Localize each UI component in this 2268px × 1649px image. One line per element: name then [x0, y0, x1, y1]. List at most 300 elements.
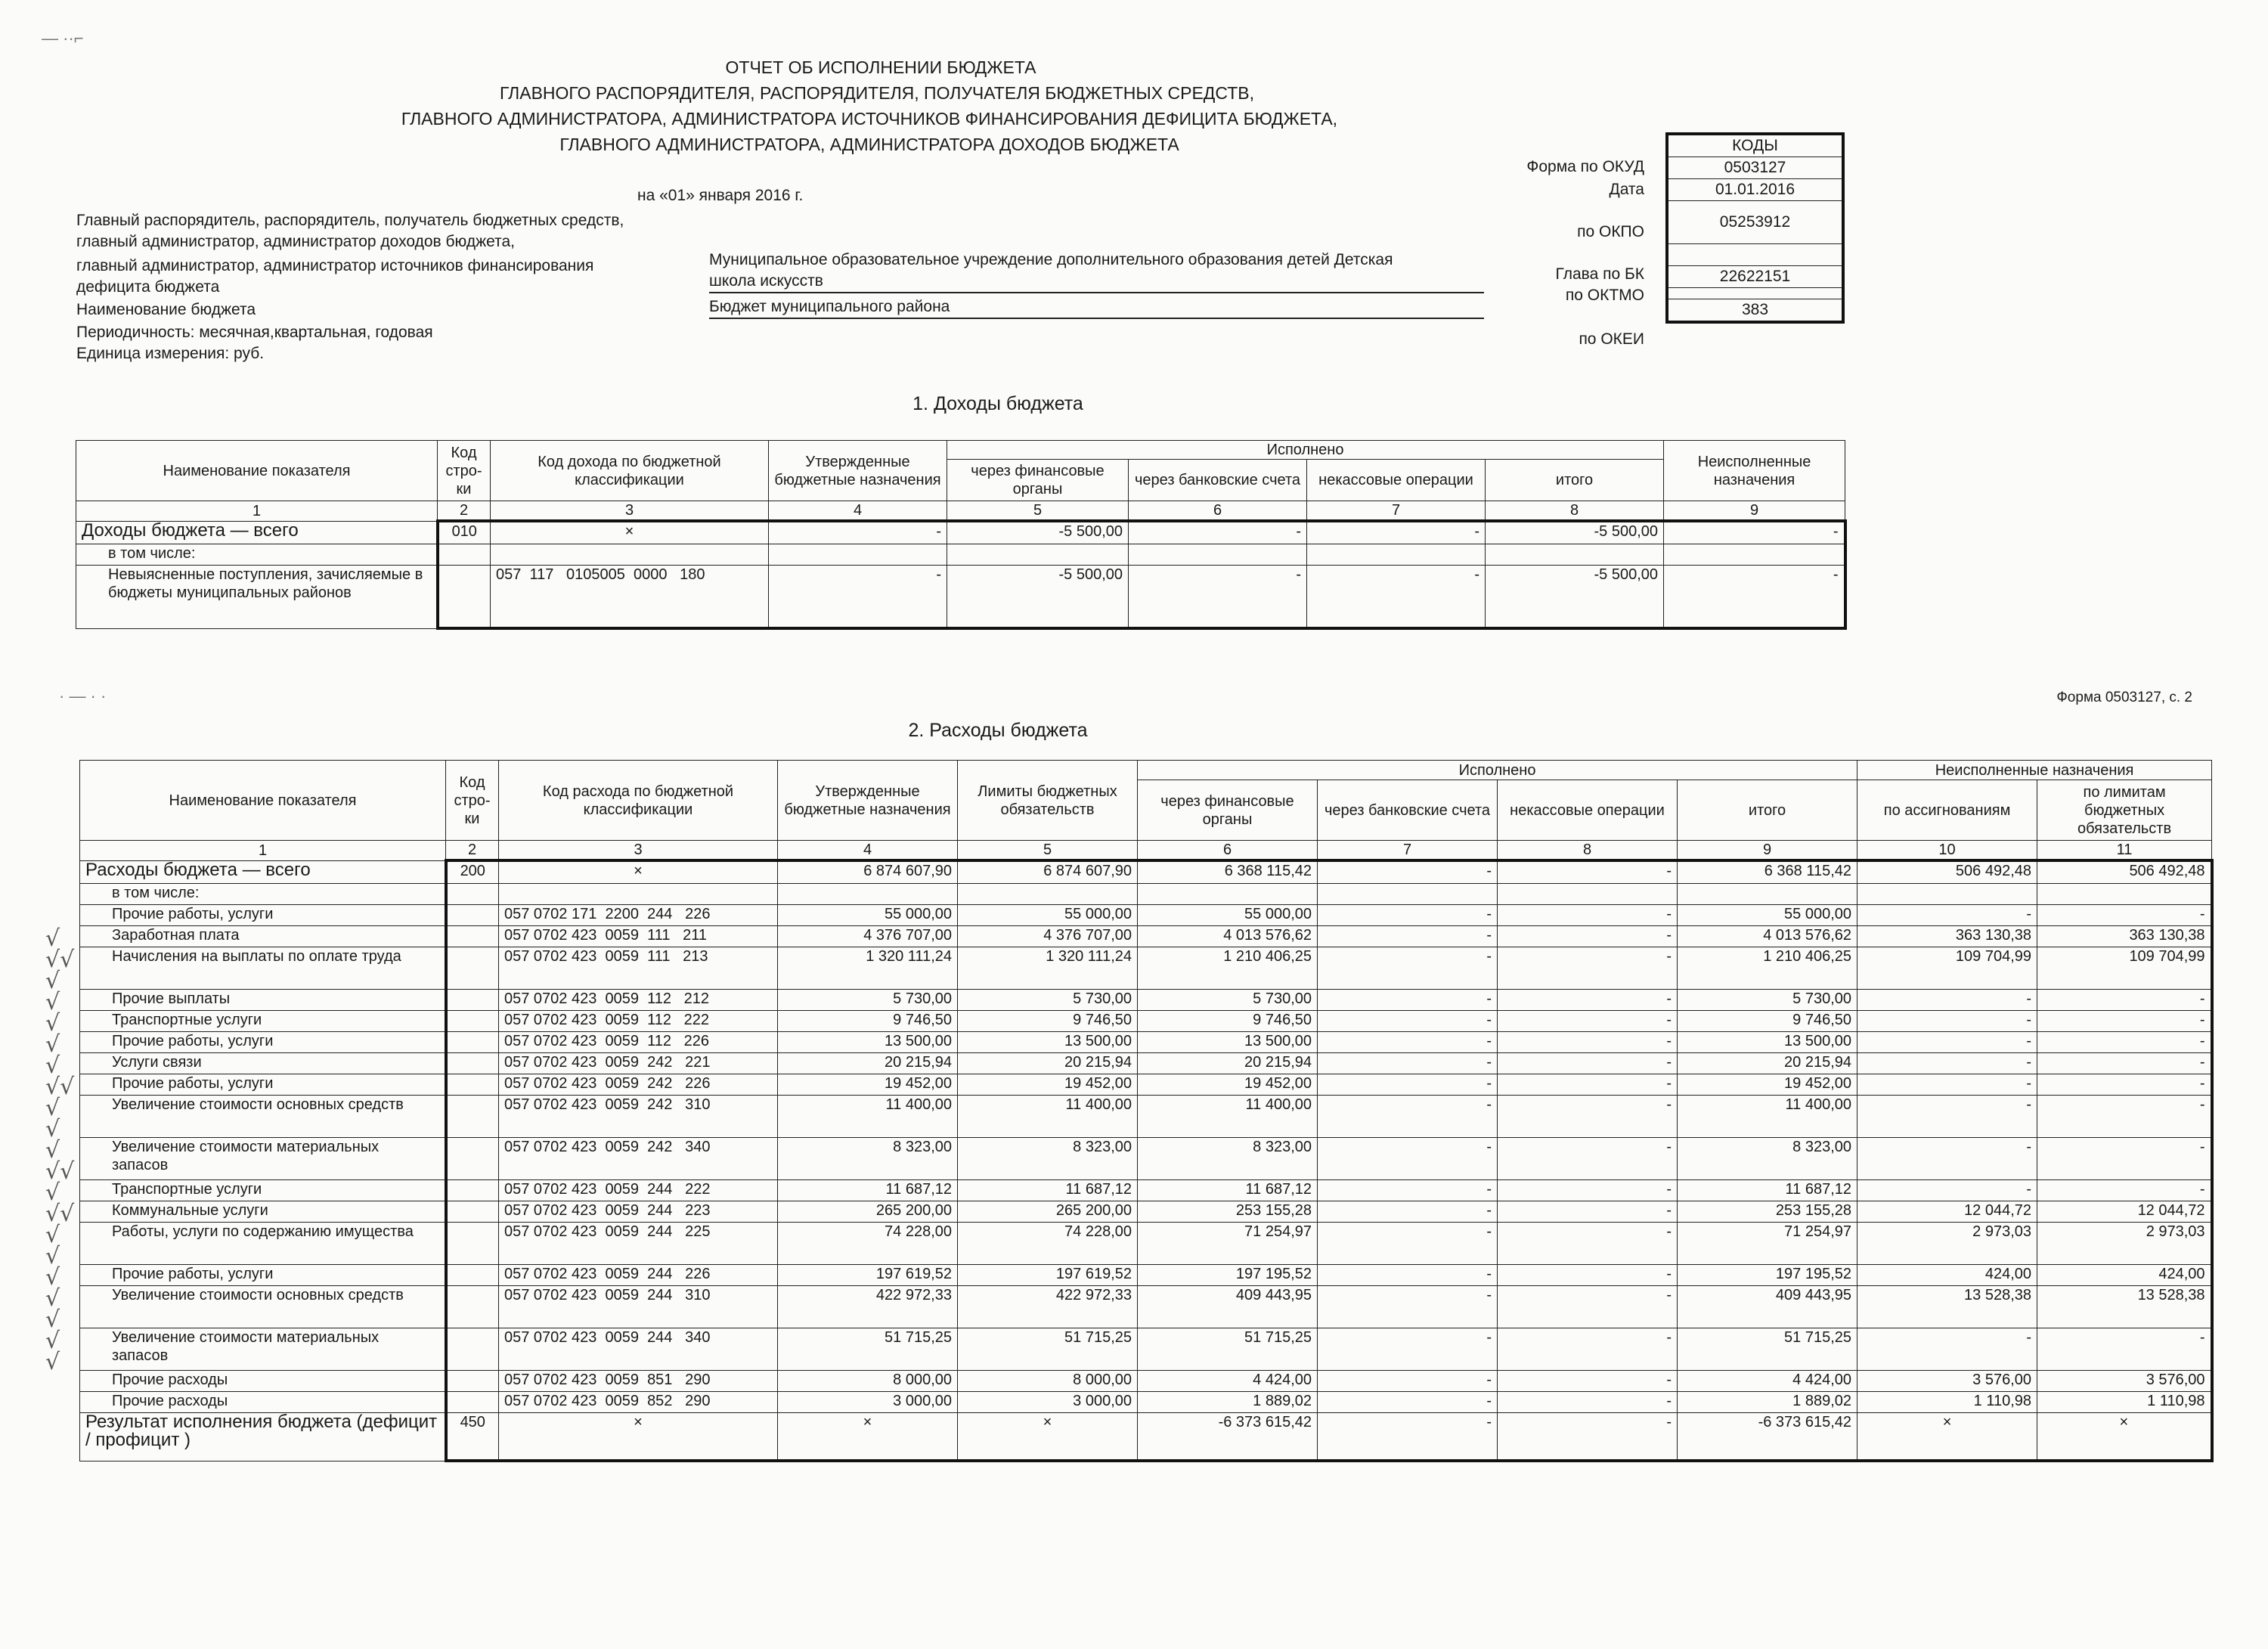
- row-total: 11 687,12: [1678, 1179, 1857, 1201]
- table-row: [80, 1370, 2212, 1391]
- row-bank: -: [1318, 1328, 1498, 1370]
- row-unexec-assign: -: [1857, 1328, 2037, 1370]
- col-class-code: Код расхода по бюджетной классификации: [499, 761, 778, 841]
- row-noncash: -: [1498, 1179, 1678, 1201]
- col-total: итого: [1486, 460, 1664, 501]
- row-bank: -: [1318, 925, 1498, 947]
- row-unexec-assign: 2 973,03: [1857, 1222, 2037, 1264]
- row-approved: 265 200,00: [778, 1201, 958, 1222]
- row-total: -5 500,00: [1486, 521, 1664, 544]
- col-unexec: Неисполненные назначения: [1664, 441, 1845, 501]
- row-fin: 11 400,00: [1138, 1095, 1318, 1137]
- row-fin: 4 013 576,62: [1138, 925, 1318, 947]
- code-label: по ОКТМО: [1565, 287, 1644, 304]
- row-limits: [958, 883, 1138, 904]
- row-code: [446, 1031, 499, 1052]
- row-class: ×: [499, 1412, 778, 1461]
- row-code: [446, 1391, 499, 1412]
- row-bank: -: [1318, 904, 1498, 925]
- table-row: [80, 1328, 2212, 1370]
- row-fin: 55 000,00: [1138, 904, 1318, 925]
- meta-label: главный администратор, администратор источников финансирования: [76, 257, 594, 274]
- row-bank: -: [1318, 1222, 1498, 1264]
- code-oktmo: 22622151: [1667, 266, 1843, 288]
- row-unexec-assign: 424,00: [1857, 1264, 2037, 1285]
- row-approved: 4 376 707,00: [778, 925, 958, 947]
- row-code: [438, 544, 491, 565]
- row-name: Начисления на выплаты по оплате труда: [80, 947, 446, 989]
- report-title: [0, 54, 1739, 157]
- row-noncash: -: [1498, 1370, 1678, 1391]
- col-by-limits: по лимитам бюджетных обязательств: [2037, 780, 2212, 841]
- table-row: [80, 1031, 2212, 1052]
- row-bank: -: [1318, 1095, 1498, 1137]
- row-name: Доходы бюджета — всего: [76, 521, 438, 544]
- row-name: Коммунальные услуги: [80, 1201, 446, 1222]
- row-approved: 3 000,00: [778, 1391, 958, 1412]
- row-class: 057 0702 423 0059 112 222: [499, 1010, 778, 1031]
- col-number: 3: [491, 501, 769, 522]
- row-class: 057 0702 423 0059 242 226: [499, 1074, 778, 1095]
- row-noncash: -: [1498, 1031, 1678, 1052]
- row-unexec-limits: 109 704,99: [2037, 947, 2212, 989]
- col-noncash: некассовые операции: [1498, 780, 1678, 841]
- row-code: [446, 1095, 499, 1137]
- row-total: 253 155,28: [1678, 1201, 1857, 1222]
- row-class: 057 0702 423 0059 244 223: [499, 1201, 778, 1222]
- row-class: 057 0702 423 0059 111 211: [499, 925, 778, 947]
- row-total: [1678, 883, 1857, 904]
- row-code: [446, 1201, 499, 1222]
- row-fin: 19 452,00: [1138, 1074, 1318, 1095]
- row-fin: 51 715,25: [1138, 1328, 1318, 1370]
- row-name: Увеличение стоимости материальных запасов: [80, 1137, 446, 1179]
- code-label: Глава по БК: [1555, 265, 1644, 283]
- row-unexec-assign: 12 044,72: [1857, 1201, 2037, 1222]
- row-code: [446, 1010, 499, 1031]
- col-number: 2: [438, 501, 491, 522]
- row-unexec-limits: -: [2037, 904, 2212, 925]
- row-class: 057 0702 171 2200 244 226: [499, 904, 778, 925]
- row-approved: 11 687,12: [778, 1179, 958, 1201]
- expense-section-title: 2. Расходы бюджета: [908, 720, 1088, 741]
- row-total: 1 210 406,25: [1678, 947, 1857, 989]
- row-unexec-limits: 2 973,03: [2037, 1222, 2212, 1264]
- row-fin: 20 215,94: [1138, 1052, 1318, 1074]
- row-limits: 55 000,00: [958, 904, 1138, 925]
- table-row: [80, 1222, 2212, 1264]
- table-row: [80, 947, 2212, 989]
- row-total: 5 730,00: [1678, 989, 1857, 1010]
- row-name: Транспортные услуги: [80, 1010, 446, 1031]
- row-unexec: -: [1664, 521, 1845, 544]
- row-unexec-assign: -: [1857, 1137, 2037, 1179]
- form-note: Форма 0503127, с. 2: [2056, 690, 2192, 705]
- title-line: ГЛАВНОГО РАСПОРЯДИТЕЛЯ, РАСПОРЯДИТЕЛЯ, ПОЛУЧАТЕЛЯ БЮДЖЕТНЫХ СРЕДСТВ,: [499, 83, 1255, 103]
- row-class: 057 0702 423 0059 851 290: [499, 1370, 778, 1391]
- row-approved: 55 000,00: [778, 904, 958, 925]
- col-code: Код стро- ки: [438, 441, 491, 501]
- col-number: 8: [1498, 841, 1678, 861]
- col-number: 2: [446, 841, 499, 861]
- row-unexec-limits: -: [2037, 1179, 2212, 1201]
- row-unexec-assign: -: [1857, 1179, 2037, 1201]
- row-approved: 74 228,00: [778, 1222, 958, 1264]
- row-fin: -5 500,00: [947, 565, 1129, 628]
- row-class: 057 0702 423 0059 244 226: [499, 1264, 778, 1285]
- row-noncash: -: [1307, 565, 1486, 628]
- row-name: Результат исполнения бюджета (дефицит / профицит ): [80, 1412, 446, 1461]
- row-bank: [1318, 883, 1498, 904]
- row-class: 057 0702 423 0059 242 340: [499, 1137, 778, 1179]
- col-unexec: Неисполненные назначения: [1857, 761, 2212, 780]
- row-class: 057 117 0105005 0000 180: [491, 565, 769, 628]
- col-number: 10: [1857, 841, 2037, 861]
- row-noncash: [1307, 544, 1486, 565]
- title-line: ГЛАВНОГО АДМИНИСТРАТОРА, АДМИНИСТРАТОРА ИСТОЧНИКОВ ФИНАНСИРОВАНИЯ ДЕФИЦИТА БЮДЖЕТА,: [401, 109, 1338, 129]
- row-code: [446, 883, 499, 904]
- row-code: [446, 1370, 499, 1391]
- row-total: 409 443,95: [1678, 1285, 1857, 1328]
- row-unexec-limits: -: [2037, 1074, 2212, 1095]
- col-bank: через банковские счета: [1318, 780, 1498, 841]
- col-class-code: Код дохода по бюджетной классификации: [491, 441, 769, 501]
- table-row: [76, 565, 1845, 628]
- row-name: Невыясненные поступления, зачисляемые в бюджеты муниципальных районов: [76, 565, 438, 628]
- row-fin: 4 424,00: [1138, 1370, 1318, 1391]
- row-total: 19 452,00: [1678, 1074, 1857, 1095]
- row-noncash: -: [1498, 1095, 1678, 1137]
- row-total: 8 323,00: [1678, 1137, 1857, 1179]
- row-name: Прочие работы, услуги: [80, 1031, 446, 1052]
- row-unexec-limits: [2037, 883, 2212, 904]
- row-limits: 265 200,00: [958, 1201, 1138, 1222]
- row-limits: 20 215,94: [958, 1052, 1138, 1074]
- row-bank: -: [1318, 1370, 1498, 1391]
- row-code: [446, 1074, 499, 1095]
- code-okei: 383: [1667, 299, 1843, 323]
- row-name: Транспортные услуги: [80, 1179, 446, 1201]
- meta-label: Единица измерения: руб.: [76, 345, 265, 362]
- table-row: [80, 1179, 2212, 1201]
- row-limits: 197 619,52: [958, 1264, 1138, 1285]
- row-noncash: -: [1498, 1412, 1678, 1461]
- code-label: Дата: [1609, 181, 1644, 198]
- table-row: [80, 989, 2212, 1010]
- row-limits: 9 746,50: [958, 1010, 1138, 1031]
- row-class: 057 0702 423 0059 242 221: [499, 1052, 778, 1074]
- row-unexec-limits: -: [2037, 1052, 2212, 1074]
- institution-line: школа искусств: [709, 271, 1484, 293]
- col-code: Код стро- ки: [446, 761, 499, 841]
- expense-table: [79, 760, 2214, 1462]
- row-total: 11 400,00: [1678, 1095, 1857, 1137]
- row-noncash: -: [1498, 904, 1678, 925]
- col-noncash: некассовые операции: [1307, 460, 1486, 501]
- row-unexec: [1664, 544, 1845, 565]
- row-code: [446, 1328, 499, 1370]
- row-name: Прочие расходы: [80, 1370, 446, 1391]
- code-okud: 0503127: [1667, 157, 1843, 179]
- col-number: 4: [778, 841, 958, 861]
- row-class: 057 0702 423 0059 242 310: [499, 1095, 778, 1137]
- col-number: 4: [769, 501, 947, 522]
- row-approved: 422 972,33: [778, 1285, 958, 1328]
- row-noncash: [1498, 883, 1678, 904]
- col-total: итого: [1678, 780, 1857, 841]
- row-unexec-limits: -: [2037, 1031, 2212, 1052]
- row-bank: -: [1318, 1179, 1498, 1201]
- row-noncash: -: [1307, 521, 1486, 544]
- row-bank: -: [1318, 1264, 1498, 1285]
- row-fin: 5 730,00: [1138, 989, 1318, 1010]
- row-code: [446, 1285, 499, 1328]
- row-limits: 8 000,00: [958, 1370, 1138, 1391]
- row-fin: 409 443,95: [1138, 1285, 1318, 1328]
- row-limits: ×: [958, 1412, 1138, 1461]
- table-row: [80, 1264, 2212, 1285]
- row-fin: 13 500,00: [1138, 1031, 1318, 1052]
- table-row: [80, 1391, 2212, 1412]
- row-unexec-limits: 13 528,38: [2037, 1285, 2212, 1328]
- row-limits: 3 000,00: [958, 1391, 1138, 1412]
- row-approved: [769, 544, 947, 565]
- row-fin: 71 254,97: [1138, 1222, 1318, 1264]
- table-row: [80, 883, 2212, 904]
- check-mark-icon: √ √√ √ √ √ √ √ √√ √ √ √ √√ √ √√ √ √ √ √ √ √ √: [45, 925, 75, 1375]
- row-class: 057 0702 423 0059 112 226: [499, 1031, 778, 1052]
- row-noncash: -: [1498, 1328, 1678, 1370]
- title-line: ГЛАВНОГО АДМИНИСТРАТОРА, АДМИНИСТРАТОРА ДОХОДОВ БЮДЖЕТА: [559, 135, 1179, 154]
- col-number: 8: [1486, 501, 1664, 522]
- row-unexec-assign: 363 130,38: [1857, 925, 2037, 947]
- row-fin: 1 889,02: [1138, 1391, 1318, 1412]
- row-approved: -: [769, 521, 947, 544]
- row-name: Услуги связи: [80, 1052, 446, 1074]
- row-code: [446, 1179, 499, 1201]
- row-class: [491, 544, 769, 565]
- row-approved: 20 215,94: [778, 1052, 958, 1074]
- row-unexec-assign: -: [1857, 989, 2037, 1010]
- scan-mark: — ··⌐: [42, 29, 84, 48]
- budget-name: Бюджет муниципального района: [709, 296, 1484, 319]
- row-code: [446, 1264, 499, 1285]
- table-row: [76, 544, 1845, 565]
- row-name: Работы, услуги по содержанию имущества: [80, 1222, 446, 1264]
- table-row: [80, 904, 2212, 925]
- col-number: 6: [1138, 841, 1318, 861]
- row-limits: 51 715,25: [958, 1328, 1138, 1370]
- meta-labels: [76, 210, 711, 364]
- meta-label: Главный распорядитель, распорядитель, получатель бюджетных средств,: [76, 212, 624, 229]
- row-limits: 11 400,00: [958, 1095, 1138, 1137]
- row-total: [1486, 544, 1664, 565]
- row-unexec-limits: 424,00: [2037, 1264, 2212, 1285]
- row-noncash: -: [1498, 925, 1678, 947]
- col-number: 9: [1664, 501, 1845, 522]
- row-unexec-limits: 12 044,72: [2037, 1201, 2212, 1222]
- row-bank: -: [1318, 989, 1498, 1010]
- row-name: в том числе:: [80, 883, 446, 904]
- col-number: 3: [499, 841, 778, 861]
- row-unexec-limits: 1 110,98: [2037, 1391, 2212, 1412]
- row-code: [446, 904, 499, 925]
- row-name: Прочие работы, услуги: [80, 1264, 446, 1285]
- row-fin: 6 368 115,42: [1138, 860, 1318, 883]
- row-bank: -: [1318, 1285, 1498, 1328]
- row-noncash: -: [1498, 1222, 1678, 1264]
- row-fin: -5 500,00: [947, 521, 1129, 544]
- table-row: [80, 1010, 2212, 1031]
- code-label: по ОКПО: [1577, 223, 1644, 240]
- row-noncash: -: [1498, 947, 1678, 989]
- row-total: 13 500,00: [1678, 1031, 1857, 1052]
- row-bank: -: [1318, 860, 1498, 883]
- row-limits: 74 228,00: [958, 1222, 1138, 1264]
- row-unexec-assign: 109 704,99: [1857, 947, 2037, 989]
- col-number: 7: [1307, 501, 1486, 522]
- row-total: 4 424,00: [1678, 1370, 1857, 1391]
- col-fin: через финансовые органы: [947, 460, 1129, 501]
- row-noncash: -: [1498, 1264, 1678, 1285]
- row-unexec-assign: 3 576,00: [1857, 1370, 2037, 1391]
- row-fin: [1138, 883, 1318, 904]
- col-number: 5: [958, 841, 1138, 861]
- row-limits: 422 972,33: [958, 1285, 1138, 1328]
- table-row: [80, 860, 2212, 883]
- col-executed: Исполнено: [947, 441, 1664, 460]
- row-fin: 8 323,00: [1138, 1137, 1318, 1179]
- code-okpo: 05253912: [1667, 201, 1843, 244]
- row-total: 20 215,94: [1678, 1052, 1857, 1074]
- row-fin: 253 155,28: [1138, 1201, 1318, 1222]
- row-unexec-limits: ×: [2037, 1412, 2212, 1461]
- codes-header: КОДЫ: [1667, 134, 1843, 157]
- row-code: [446, 1222, 499, 1264]
- code-blank: [1667, 288, 1843, 299]
- row-unexec-limits: -: [2037, 1095, 2212, 1137]
- row-name: Заработная плата: [80, 925, 446, 947]
- row-name: Прочие работы, услуги: [80, 1074, 446, 1095]
- row-limits: 19 452,00: [958, 1074, 1138, 1095]
- row-code: 010: [438, 521, 491, 544]
- row-total: 6 368 115,42: [1678, 860, 1857, 883]
- row-bank: -: [1129, 565, 1307, 628]
- row-approved: 8 323,00: [778, 1137, 958, 1179]
- table-row: [80, 1137, 2212, 1179]
- income-section-title: 1. Доходы бюджета: [912, 393, 1083, 414]
- row-unexec-assign: 1 110,98: [1857, 1391, 2037, 1412]
- row-bank: -: [1318, 1052, 1498, 1074]
- row-noncash: -: [1498, 1010, 1678, 1031]
- row-class: 057 0702 423 0059 111 213: [499, 947, 778, 989]
- row-name: Прочие работы, услуги: [80, 904, 446, 925]
- row-class: 057 0702 423 0059 244 225: [499, 1222, 778, 1264]
- row-unexec-limits: -: [2037, 989, 2212, 1010]
- row-name: Увеличение стоимости основных средств: [80, 1095, 446, 1137]
- table-row: [80, 1201, 2212, 1222]
- row-noncash: -: [1498, 1052, 1678, 1074]
- col-number: 5: [947, 501, 1129, 522]
- institution-line: Муниципальное образовательное учреждение дополнительного образования детей Детская: [709, 251, 1393, 268]
- row-limits: 8 323,00: [958, 1137, 1138, 1179]
- row-limits: 6 874 607,90: [958, 860, 1138, 883]
- row-name: Расходы бюджета — всего: [80, 860, 446, 883]
- row-approved: 13 500,00: [778, 1031, 958, 1052]
- row-fin: [947, 544, 1129, 565]
- codes-labels: [1436, 157, 1644, 350]
- col-number: 6: [1129, 501, 1307, 522]
- row-unexec-limits: 506 492,48: [2037, 860, 2212, 883]
- row-approved: 197 619,52: [778, 1264, 958, 1285]
- code-label: по ОКЕИ: [1579, 330, 1644, 348]
- row-bank: -: [1318, 1391, 1498, 1412]
- row-unexec: -: [1664, 565, 1845, 628]
- row-noncash: -: [1498, 860, 1678, 883]
- row-unexec-limits: 3 576,00: [2037, 1370, 2212, 1391]
- row-code: [446, 1052, 499, 1074]
- row-unexec-assign: 13 528,38: [1857, 1285, 2037, 1328]
- meta-label: главный администратор, администратор доходов бюджета,: [76, 233, 516, 250]
- row-code: [438, 565, 491, 628]
- row-approved: 51 715,25: [778, 1328, 958, 1370]
- col-by-assign: по ассигнованиям: [1857, 780, 2037, 841]
- row-bank: -: [1318, 1137, 1498, 1179]
- table-row: [76, 521, 1845, 544]
- code-glava: [1667, 244, 1843, 266]
- row-noncash: -: [1498, 1074, 1678, 1095]
- row-class: 057 0702 423 0059 112 212: [499, 989, 778, 1010]
- income-table: [76, 440, 1847, 630]
- row-approved: 11 400,00: [778, 1095, 958, 1137]
- row-noncash: -: [1498, 989, 1678, 1010]
- row-fin: 11 687,12: [1138, 1179, 1318, 1201]
- row-class: ×: [491, 521, 769, 544]
- col-bank: через банковские счета: [1129, 460, 1307, 501]
- row-fin: 9 746,50: [1138, 1010, 1318, 1031]
- row-total: -5 500,00: [1486, 565, 1664, 628]
- col-approved: Утвержденные бюджетные назначения: [769, 441, 947, 501]
- row-total: 9 746,50: [1678, 1010, 1857, 1031]
- col-number: 1: [76, 501, 438, 522]
- row-unexec-assign: -: [1857, 1052, 2037, 1074]
- row-approved: ×: [778, 1412, 958, 1461]
- row-bank: -: [1318, 1412, 1498, 1461]
- row-unexec-assign: 506 492,48: [1857, 860, 2037, 883]
- col-number: 7: [1318, 841, 1498, 861]
- code-label: Форма по ОКУД: [1526, 158, 1644, 175]
- row-limits: 1 320 111,24: [958, 947, 1138, 989]
- table-row: [80, 1285, 2212, 1328]
- col-approved: Утвержденные бюджетные назначения: [778, 761, 958, 841]
- row-total: 197 195,52: [1678, 1264, 1857, 1285]
- row-fin: -6 373 615,42: [1138, 1412, 1318, 1461]
- row-unexec-assign: ×: [1857, 1412, 2037, 1461]
- row-unexec-assign: -: [1857, 1010, 2037, 1031]
- row-bank: -: [1318, 1201, 1498, 1222]
- table-row: [80, 1052, 2212, 1074]
- codes-table: [1665, 132, 1845, 324]
- row-class: ×: [499, 860, 778, 883]
- institution-name: [709, 250, 1484, 293]
- row-class: [499, 883, 778, 904]
- row-code: [446, 947, 499, 989]
- row-name: в том числе:: [76, 544, 438, 565]
- col-number: 1: [80, 841, 446, 861]
- col-fin: через финансовые органы: [1138, 780, 1318, 841]
- row-unexec-limits: -: [2037, 1010, 2212, 1031]
- row-limits: 5 730,00: [958, 989, 1138, 1010]
